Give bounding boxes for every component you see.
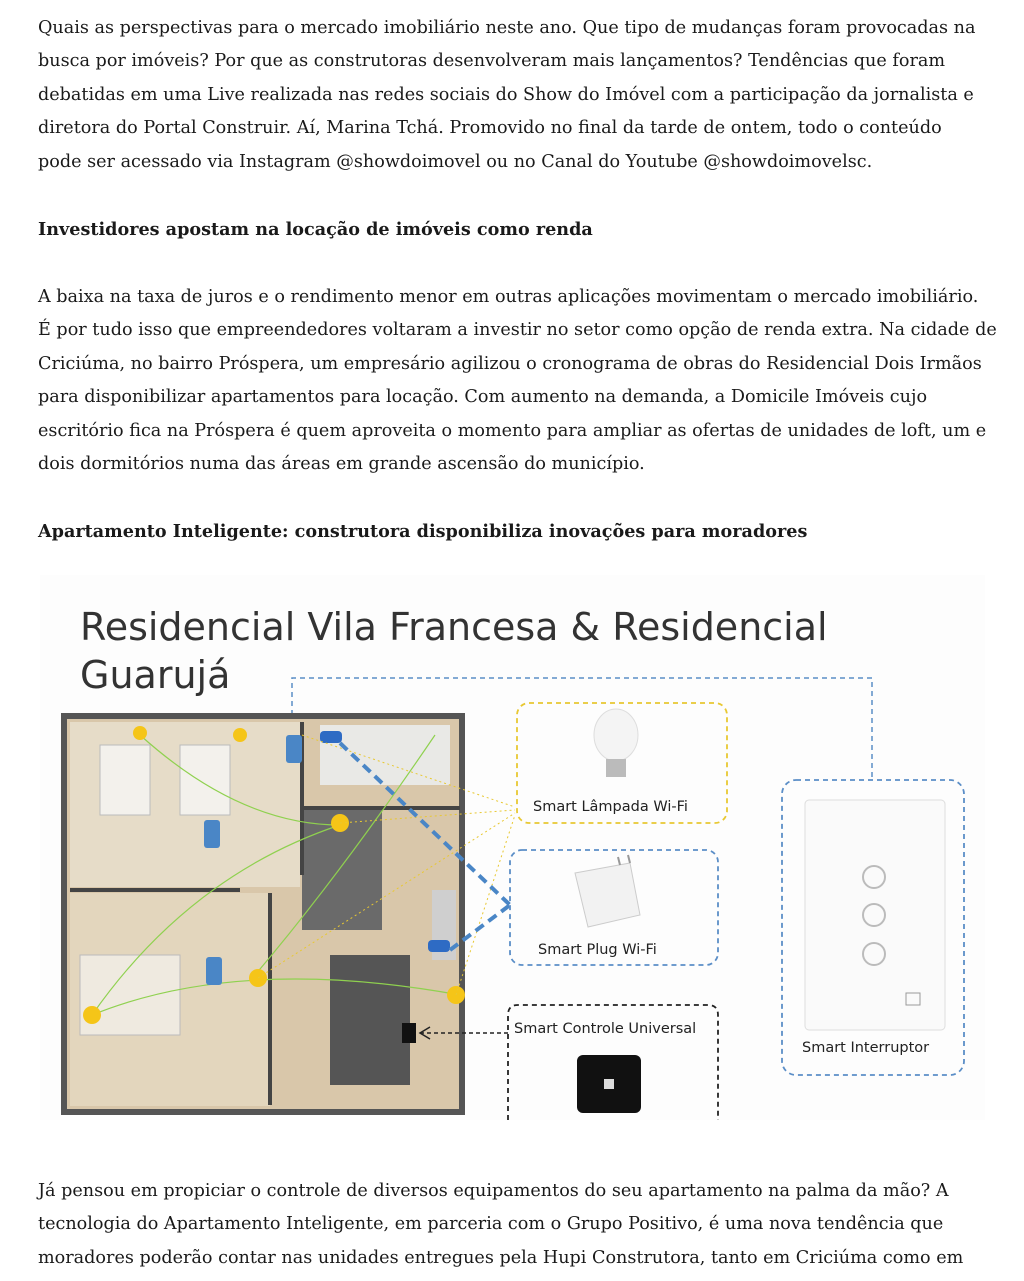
wall-switch-panel (805, 800, 945, 1030)
text-line: busca por imóveis? Por que as construtoras desenvolveram mais lançamentos? Tendências que foram (38, 51, 946, 72)
text-line: diretora do Portal Construir. Aí, Marina Tchá. Promovido no final da tarde de ontem, todo o conteúdo (38, 118, 942, 139)
section-heading-investors: Investidores apostam na locação de imóveis como renda (38, 219, 593, 240)
lamp-label: Smart Lâmpada Wi-Fi (533, 799, 688, 815)
text-line: moradores poderão contar nas unidades entregues pela Hupi Construtora, tanto em Criciúma como em (38, 1247, 964, 1268)
smart-apartment-paragraph (38, 1175, 998, 1275)
remote-label: Smart Controle Universal (514, 1021, 697, 1037)
bed-left (100, 745, 150, 815)
section-heading-smart-apartment: Apartamento Inteligente: construtora disponibiliza inovações para moradores (38, 521, 808, 542)
remote-marker (402, 1023, 416, 1043)
floor-plan (64, 716, 515, 1112)
smart-plug-icon (575, 855, 640, 927)
remote-logo-icon (604, 1079, 614, 1089)
text-line: tecnologia do Apartamento Inteligente, em parceria com o Grupo Positivo, é uma nova tendência que (38, 1214, 944, 1235)
switch-marker (286, 735, 302, 763)
text-line: É por tudo isso que empreendedores voltaram a investir no setor como opção de renda extra. Na cidade de (38, 320, 997, 341)
plug-marker (428, 940, 450, 952)
smart-apartment-figure (40, 575, 985, 1120)
text-line: debatidas em uma Live realizada nas redes sociais do Show do Imóvel com a participação da jornalista e (38, 84, 974, 105)
light-point (233, 728, 247, 742)
light-point (133, 726, 147, 740)
lightbulb-icon (594, 709, 638, 777)
figure-title-line: Residencial Vila Francesa & Residencial (80, 605, 828, 649)
plug-label: Smart Plug Wi-Fi (538, 942, 657, 958)
switch-marker (204, 820, 220, 848)
smart-home-diagram (40, 575, 985, 1120)
text-line: dois dormitórios numa das áreas em grande ascensão do município. (38, 454, 645, 475)
lamp-marker (320, 731, 342, 743)
text-line: Quais as perspectivas para o mercado imobiliário neste ano. Que tipo de mudanças foram provocadas na (38, 18, 976, 38)
text-line: Criciúma, no bairro Próspera, um empresário agilizou o cronograma de obras do Residencial Dois Irmãos (38, 353, 982, 374)
bed-right (180, 745, 230, 815)
text-line: A baixa na taxa de juros e o rendimento menor em outras aplicações movimentam o mercado imobiliário. (38, 287, 979, 307)
switch-label: Smart Interruptor (802, 1040, 930, 1056)
text-line: Já pensou em propiciar o controle de diversos equipamentos do seu apartamento na palma da mão? A (38, 1181, 949, 1201)
figure-title-line: Guarujá (80, 653, 231, 697)
text-line: escritório fica na Próspera é quem aproveita o momento para ampliar as ofertas de unidades de loft, um e (38, 420, 987, 441)
intro-paragraph (38, 12, 998, 179)
living-rug (330, 955, 410, 1085)
switch-marker (206, 957, 222, 985)
investors-paragraph (38, 281, 998, 481)
text-line: pode ser acessado via Instagram @showdoimovel ou no Canal do Youtube @showdoimovelsc. (38, 151, 873, 172)
light-point (83, 1006, 101, 1024)
text-line: para disponibilizar apartamentos para locação. Com aumento na demanda, a Domicile Imóveis cujo (38, 387, 928, 408)
